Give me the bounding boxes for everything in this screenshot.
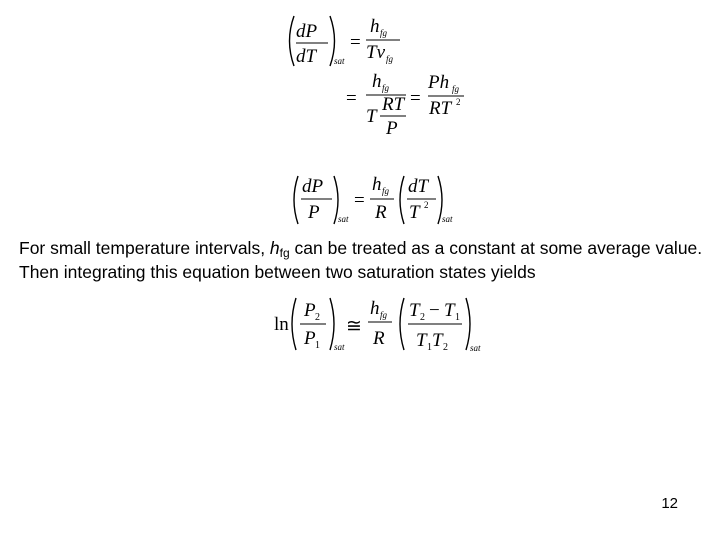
sat-subscript: sat [442, 214, 453, 224]
equals-sign: = [354, 190, 365, 211]
ln-operator: ln [274, 314, 289, 335]
inner-denominator: P [386, 118, 398, 139]
T1: T [444, 300, 455, 321]
P1-subscript: 1 [315, 340, 320, 351]
sat-subscript: sat [470, 343, 481, 353]
rhs-numerator: dT [408, 176, 429, 197]
denominator-T: T [366, 106, 377, 127]
rhs-denominator-exp: 2 [456, 97, 461, 107]
rhs-denominator: RT [429, 98, 452, 119]
h-subscript: fg [382, 186, 390, 196]
body-paragraph [19, 236, 709, 284]
equation-clapeyron-2 [340, 66, 480, 146]
lhs-numerator: dP [302, 176, 324, 197]
T2: T [409, 300, 420, 321]
left-paren [400, 298, 404, 350]
numerator-sub: fg [382, 83, 390, 93]
lhs-numerator: dP [296, 21, 318, 42]
P2: P [304, 300, 316, 321]
page-number: 12 [661, 495, 678, 512]
paragraph-text-before: For small temperature intervals, [19, 238, 270, 258]
rhs-denominator: Tv [366, 42, 385, 63]
equation-clapeyron-1 [282, 10, 432, 70]
rhs-numerator-h: h [370, 16, 380, 37]
h-numerator: h [372, 174, 382, 195]
T1-denominator-subscript: 1 [427, 342, 432, 353]
T1-denominator: T [416, 330, 427, 351]
equation-clapeyron-3 [290, 170, 470, 230]
P2-subscript: 2 [315, 312, 320, 323]
left-paren [294, 176, 298, 224]
h-numerator: h [370, 298, 380, 319]
paragraph-text-after: can be treated as a constant at some average value. Then integrating this equation between two saturation states yields [19, 238, 703, 282]
equals-sign: = [346, 88, 357, 109]
R-denominator: R [373, 328, 385, 349]
equals-sign: = [350, 32, 361, 53]
sat-subscript: sat [334, 342, 345, 352]
T2-denominator: T [432, 330, 443, 351]
rhs-numerator-sub: fg [452, 84, 460, 94]
rhs-denominator-sub: fg [386, 54, 394, 64]
rhs-numerator-sub: fg [380, 28, 388, 38]
rhs-numerator: Ph [428, 72, 450, 93]
approx-sign: ≅ [346, 316, 362, 337]
left-paren [290, 16, 295, 66]
left-paren [292, 298, 296, 350]
rhs-denominator: T [409, 202, 420, 223]
sat-subscript: sat [334, 56, 345, 66]
h-subscript: fg [380, 310, 388, 320]
minus-sign: − [429, 300, 440, 321]
h-symbol: h [269, 238, 280, 258]
equals-sign: = [410, 88, 421, 109]
numerator-h: h [372, 71, 382, 92]
T2-denominator-subscript: 2 [443, 342, 448, 353]
h-subscript: fg [279, 246, 290, 260]
T1-subscript: 1 [455, 312, 460, 323]
T2-subscript: 2 [420, 312, 425, 323]
equation-integrated-clapeyron [272, 294, 492, 358]
P1: P [304, 328, 316, 349]
lhs-denominator: P [308, 202, 320, 223]
left-paren [400, 176, 404, 224]
sat-subscript: sat [338, 214, 349, 224]
rhs-exponent: 2 [424, 200, 429, 210]
lhs-denominator: dT [296, 46, 317, 67]
inner-numerator: RT [382, 94, 405, 115]
R-denominator: R [375, 202, 387, 223]
